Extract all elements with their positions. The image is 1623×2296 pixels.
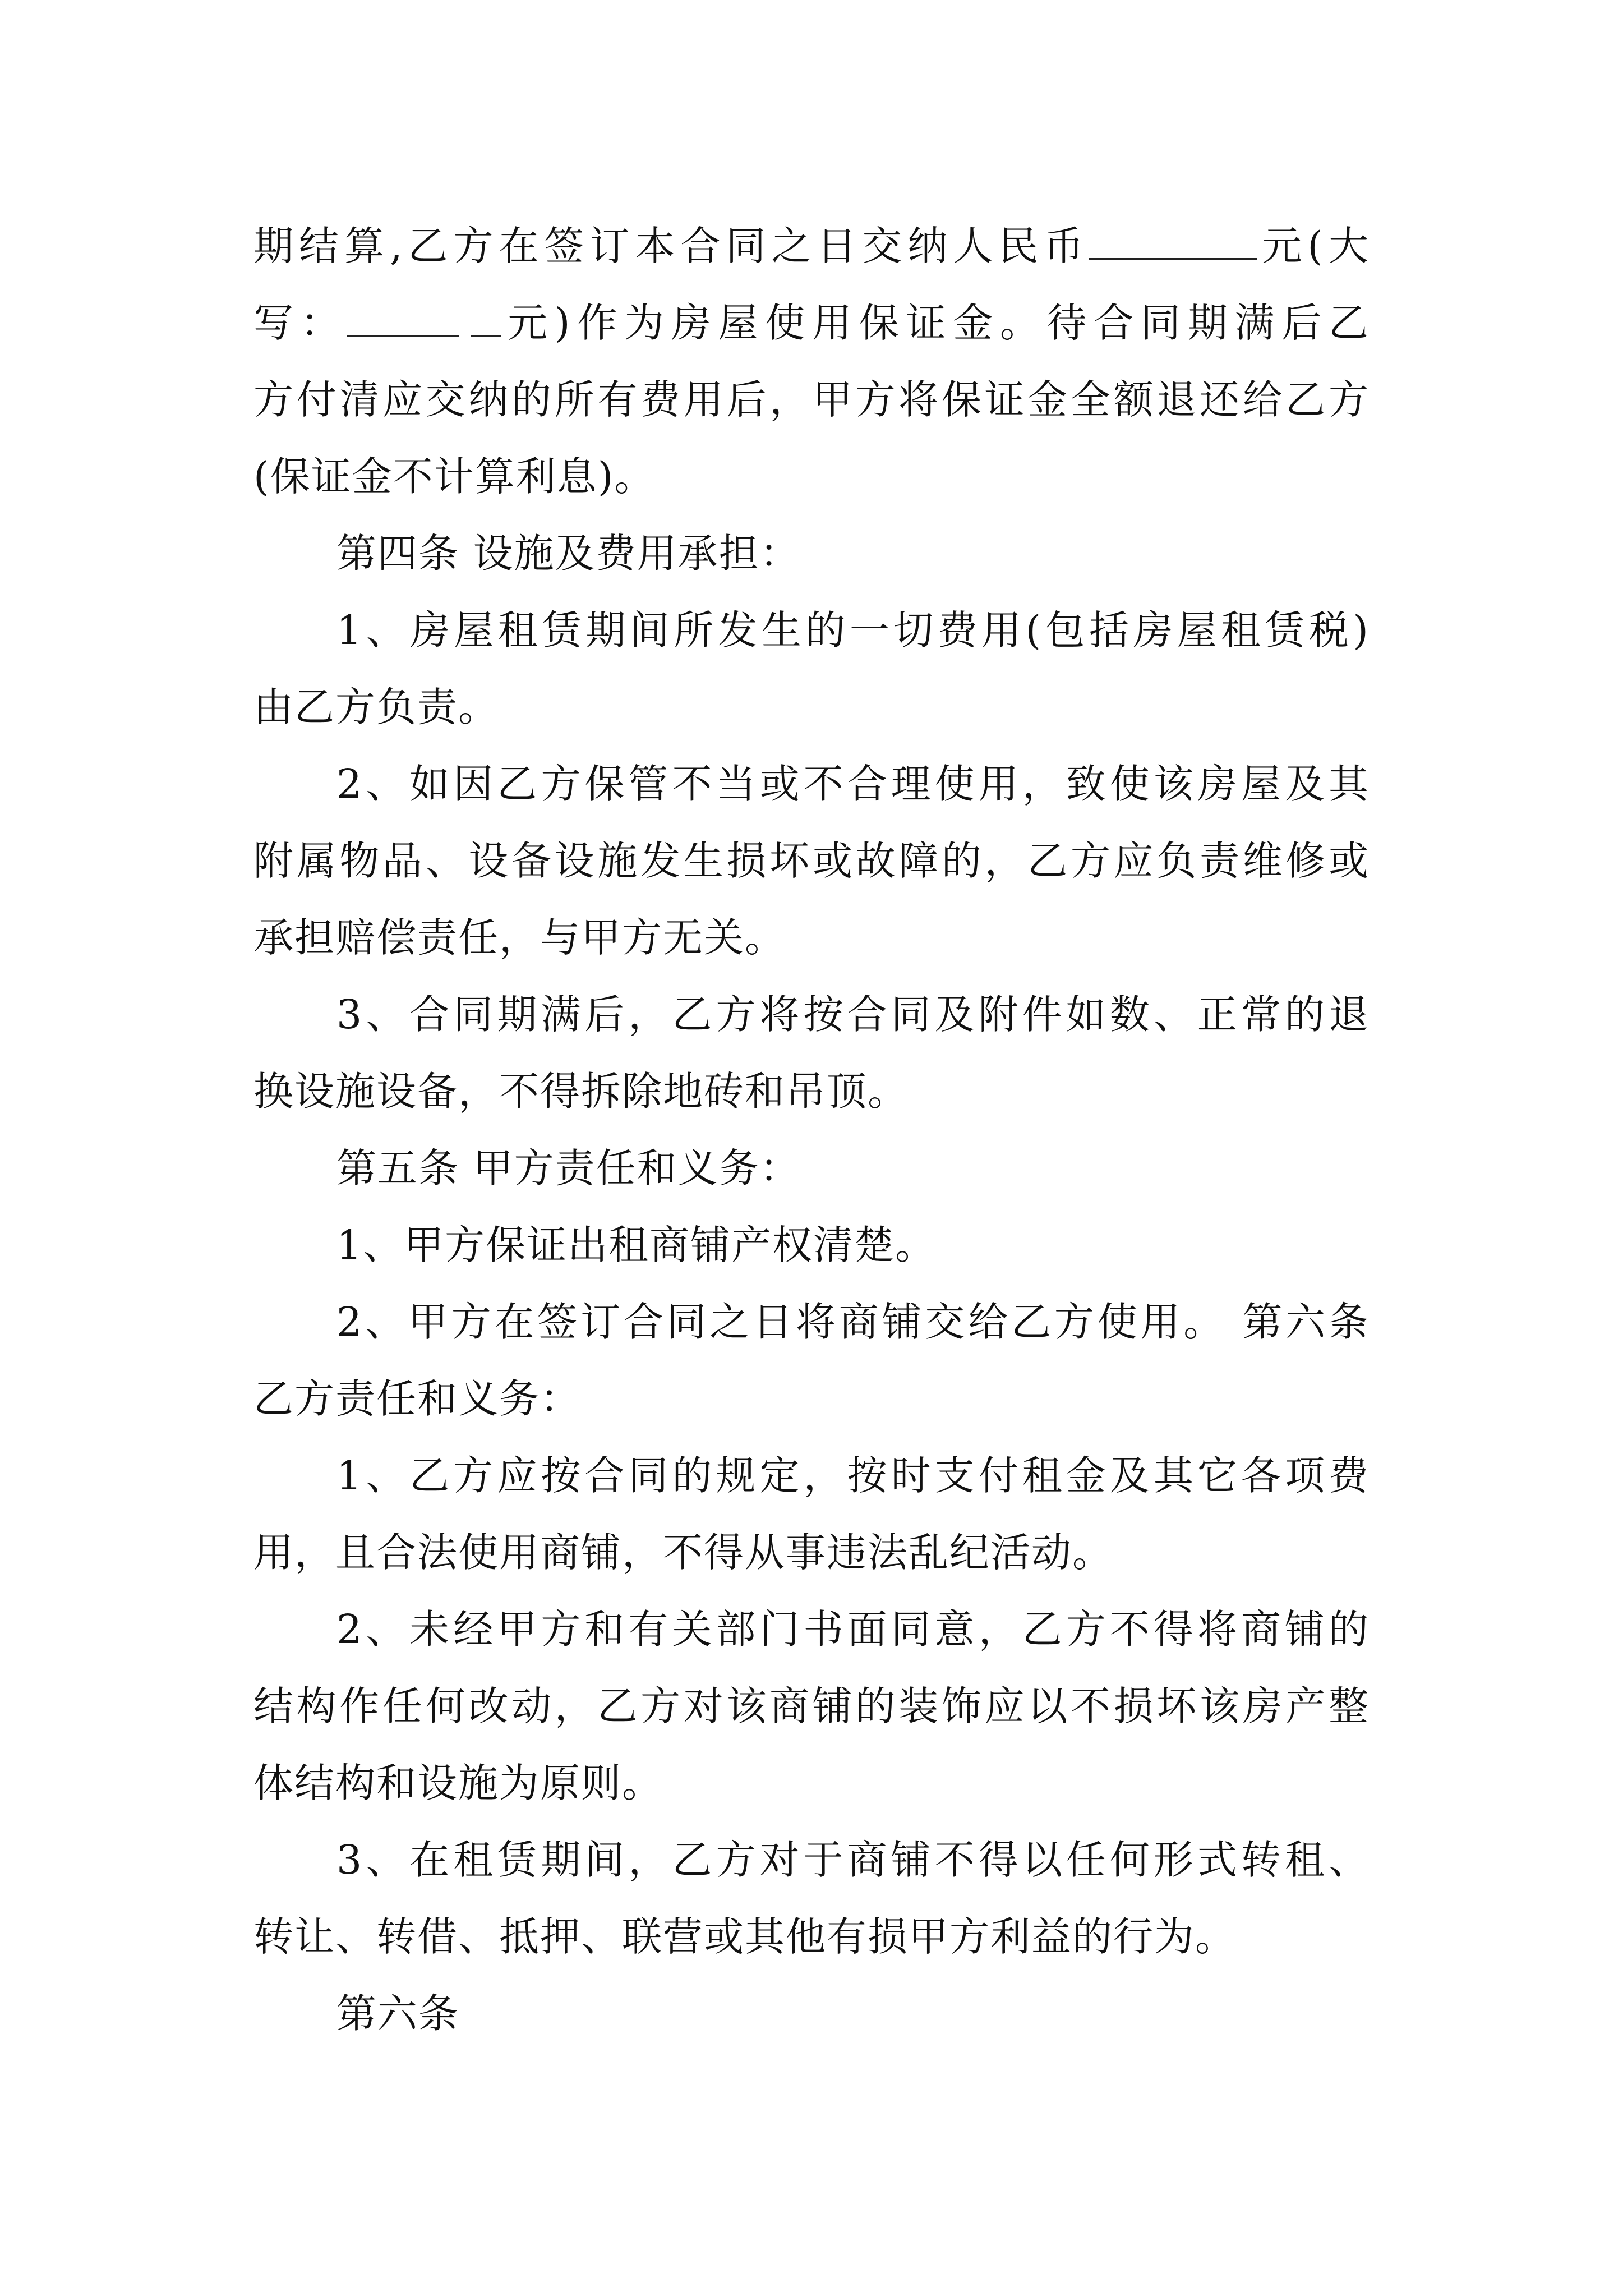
fill-in-blank-amount-words-end xyxy=(471,304,501,337)
fill-in-blank-amount-words xyxy=(347,304,459,337)
text-line: 转让、转借、抵押、联营或其他有损甲方利益的行为。 xyxy=(253,1913,1237,1960)
text-span: 元(大 xyxy=(1257,223,1370,269)
text-line xyxy=(253,208,1370,284)
text-span: 元)作为房屋使用保证金。待合同期满后乙 xyxy=(501,300,1370,346)
text-line: 方付清应交纳的所有费用后，甲方将保证金全额退还给乙方 xyxy=(253,376,1370,423)
text-span: 期结算,乙方在签订本合同之日交纳人民币 xyxy=(253,223,1090,269)
text-line: 乙方责任和义务： xyxy=(253,1375,582,1422)
text-span: 写： xyxy=(253,300,348,346)
article-heading: 第五条 甲方责任和义务： xyxy=(336,1145,801,1191)
text-line: 由乙方负责。 xyxy=(253,684,500,730)
text-line: 附属物品、设备设施发生损坏或故障的，乙方应负责维修或 xyxy=(253,838,1370,884)
text-line: (保证金不计算利息)。 xyxy=(253,453,656,500)
text-line: 换设施设备，不得拆除地砖和吊顶。 xyxy=(253,1068,909,1115)
text-line: 1、甲方保证出租商铺产权清楚。 xyxy=(336,1222,937,1268)
text-line: 承担赔偿责任，与甲方无关。 xyxy=(253,914,786,961)
text-line xyxy=(253,284,1370,361)
article-heading: 第六条 xyxy=(336,1990,460,2037)
text-line: 3、在租赁期间，乙方对于商铺不得以任何形式转租、 xyxy=(336,1837,1370,1883)
text-line: 结构作任何改动，乙方对该商铺的装饰应以不损坏该房产整 xyxy=(253,1683,1370,1729)
document-page xyxy=(253,208,1370,2052)
text-line: 3、合同期满后，乙方将按合同及附件如数、正常的退 xyxy=(336,991,1370,1038)
article-heading: 第四条 设施及费用承担： xyxy=(336,530,801,577)
fill-in-blank-amount xyxy=(1089,227,1257,260)
text-line: 体结构和设施为原则。 xyxy=(253,1760,663,1806)
text-line: 用，且合法使用商铺，不得从事违法乱纪活动。 xyxy=(253,1529,1114,1576)
text-line: 2、如因乙方保管不当或不合理使用，致使该房屋及其 xyxy=(336,761,1370,807)
text-line: 2、未经甲方和有关部门书面同意，乙方不得将商铺的 xyxy=(336,1606,1370,1653)
text-line: 1、乙方应按合同的规定，按时支付租金及其它各项费 xyxy=(336,1452,1370,1499)
text-line: 1、房屋租赁期间所发生的一切费用(包括房屋租赁税) xyxy=(336,607,1370,654)
text-line: 2、甲方在签订合同之日将商铺交给乙方使用。 第六条 xyxy=(336,1299,1370,1345)
